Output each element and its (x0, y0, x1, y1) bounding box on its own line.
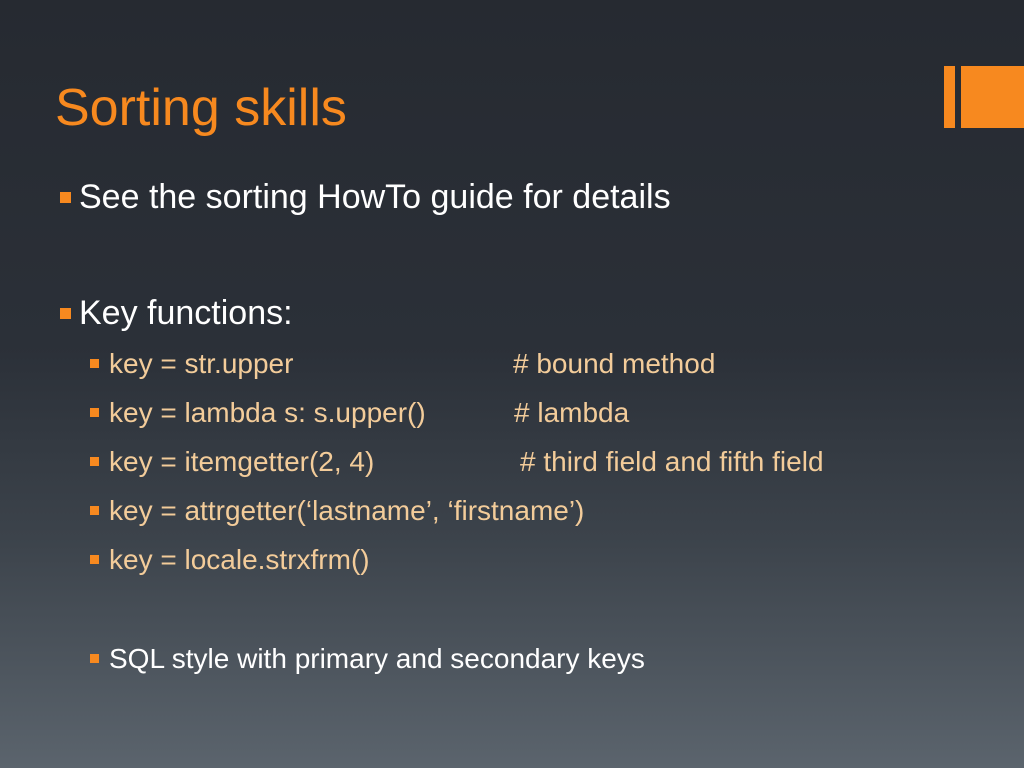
bullet-square-icon (90, 457, 99, 466)
bullet-square-icon (60, 308, 71, 319)
subbullet-code: key = str.upper (109, 348, 294, 379)
bullet-square-icon (90, 359, 99, 368)
subbullet-code: key = itemgetter(2, 4) (109, 446, 375, 477)
bullet-text: See the sorting HowTo guide for details (79, 178, 671, 216)
logo-thick-bar (961, 66, 1024, 128)
subbullet-lambda (90, 397, 426, 429)
subbullet-text: SQL style with primary and secondary keys (109, 643, 645, 674)
subbullet-code: key = lambda s: s.upper() (109, 397, 426, 428)
slide-title: Sorting skills (55, 79, 347, 137)
subbullet-strxfrm (90, 544, 370, 576)
bullet-square-icon (90, 555, 99, 564)
subbullet-str-upper (90, 348, 293, 380)
bullet-square-icon (90, 654, 99, 663)
bullet-square-icon (60, 192, 71, 203)
bullet-key-functions (60, 294, 293, 333)
bullet-square-icon (90, 506, 99, 515)
subbullet-itemgetter (90, 446, 374, 478)
subbullet-comment: # third field and fifth field (520, 446, 824, 477)
bullet-howto (60, 178, 671, 217)
bullet-square-icon (90, 408, 99, 417)
subbullet-attrgetter (90, 495, 584, 527)
subbullet-code: key = locale.strxfrm() (109, 544, 370, 575)
logo-thin-bar (944, 66, 955, 128)
subbullet-comment: # lambda (514, 397, 630, 428)
subbullet-comment: # bound method (513, 348, 716, 379)
bullet-text: Key functions: (79, 294, 293, 332)
subbullet-sql-style (90, 643, 645, 675)
subbullet-code: key = attrgetter(‘lastname’, ‘firstname’) (109, 495, 585, 526)
